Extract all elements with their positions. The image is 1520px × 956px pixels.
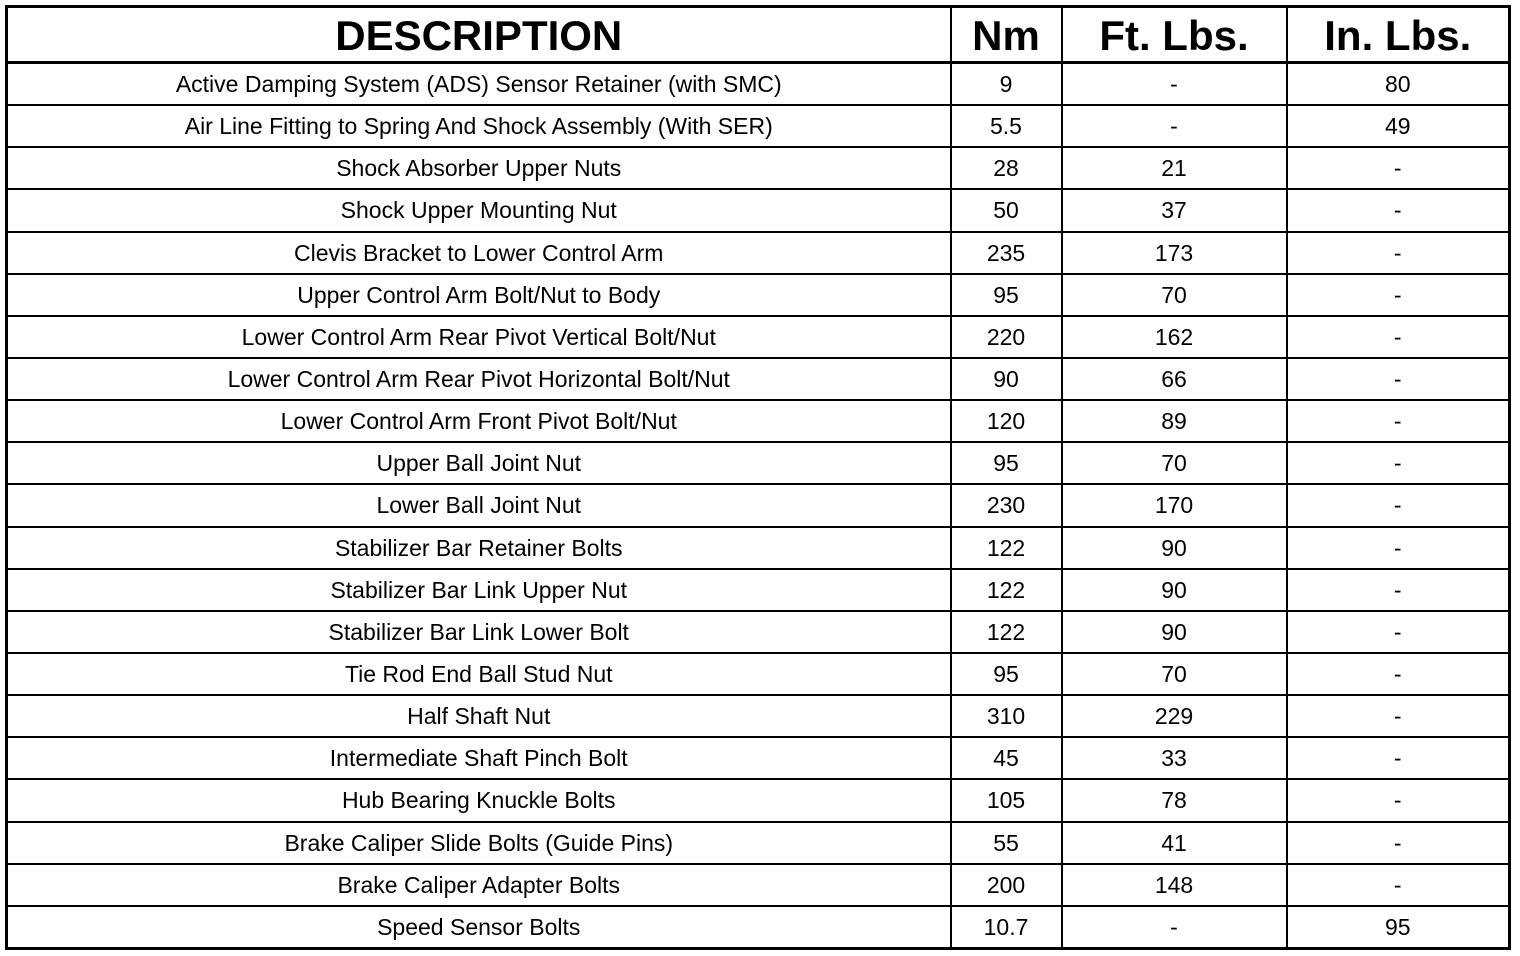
cell-nm: 95 [951, 442, 1062, 484]
cell-nm: 45 [951, 737, 1062, 779]
table-row [7, 189, 1510, 231]
cell-nm: 122 [951, 527, 1062, 569]
cell-in-lbs: - [1287, 569, 1510, 611]
cell-in-lbs: 49 [1287, 105, 1510, 147]
cell-ft-lbs: 90 [1062, 527, 1287, 569]
cell-description: Intermediate Shaft Pinch Bolt [7, 737, 951, 779]
cell-in-lbs: - [1287, 695, 1510, 737]
cell-ft-lbs: 90 [1062, 611, 1287, 653]
table-body [7, 63, 1510, 949]
header-description: DESCRIPTION [7, 7, 951, 63]
table-row [7, 147, 1510, 189]
cell-description: Stabilizer Bar Link Lower Bolt [7, 611, 951, 653]
cell-in-lbs: - [1287, 316, 1510, 358]
cell-ft-lbs: 70 [1062, 274, 1287, 316]
table-row [7, 484, 1510, 526]
cell-description: Clevis Bracket to Lower Control Arm [7, 232, 951, 274]
table-row [7, 737, 1510, 779]
cell-ft-lbs: 37 [1062, 189, 1287, 231]
cell-nm: 9 [951, 63, 1062, 106]
cell-in-lbs: - [1287, 232, 1510, 274]
cell-ft-lbs: 162 [1062, 316, 1287, 358]
cell-in-lbs: - [1287, 822, 1510, 864]
cell-description: Lower Control Arm Rear Pivot Horizontal Bolt/Nut [7, 358, 951, 400]
header-row [7, 7, 1510, 63]
table-row [7, 274, 1510, 316]
cell-ft-lbs: - [1062, 105, 1287, 147]
table-row [7, 695, 1510, 737]
cell-description: Stabilizer Bar Link Upper Nut [7, 569, 951, 611]
cell-nm: 200 [951, 864, 1062, 906]
cell-ft-lbs: 90 [1062, 569, 1287, 611]
cell-nm: 220 [951, 316, 1062, 358]
cell-in-lbs: 95 [1287, 906, 1510, 949]
header-nm: Nm [951, 7, 1062, 63]
cell-ft-lbs: 70 [1062, 442, 1287, 484]
cell-description: Upper Ball Joint Nut [7, 442, 951, 484]
table-row [7, 105, 1510, 147]
table-row [7, 63, 1510, 106]
cell-nm: 105 [951, 779, 1062, 821]
cell-ft-lbs: 78 [1062, 779, 1287, 821]
header-in-lbs: In. Lbs. [1287, 7, 1510, 63]
cell-in-lbs: - [1287, 737, 1510, 779]
cell-description: Brake Caliper Adapter Bolts [7, 864, 951, 906]
cell-ft-lbs: 173 [1062, 232, 1287, 274]
cell-description: Stabilizer Bar Retainer Bolts [7, 527, 951, 569]
cell-ft-lbs: 41 [1062, 822, 1287, 864]
cell-in-lbs: - [1287, 527, 1510, 569]
table-row [7, 442, 1510, 484]
cell-in-lbs: - [1287, 189, 1510, 231]
cell-nm: 55 [951, 822, 1062, 864]
cell-nm: 50 [951, 189, 1062, 231]
cell-nm: 10.7 [951, 906, 1062, 949]
cell-in-lbs: - [1287, 779, 1510, 821]
cell-ft-lbs: 33 [1062, 737, 1287, 779]
cell-description: Shock Absorber Upper Nuts [7, 147, 951, 189]
cell-in-lbs: - [1287, 358, 1510, 400]
cell-nm: 235 [951, 232, 1062, 274]
cell-in-lbs: - [1287, 442, 1510, 484]
cell-ft-lbs: 66 [1062, 358, 1287, 400]
cell-ft-lbs: 170 [1062, 484, 1287, 526]
cell-nm: 120 [951, 400, 1062, 442]
cell-description: Speed Sensor Bolts [7, 906, 951, 949]
cell-description: Lower Ball Joint Nut [7, 484, 951, 526]
cell-description: Active Damping System (ADS) Sensor Retainer (with SMC) [7, 63, 951, 106]
table-row [7, 232, 1510, 274]
cell-description: Shock Upper Mounting Nut [7, 189, 951, 231]
cell-nm: 230 [951, 484, 1062, 526]
cell-nm: 95 [951, 274, 1062, 316]
cell-in-lbs: - [1287, 147, 1510, 189]
cell-ft-lbs: 70 [1062, 653, 1287, 695]
cell-ft-lbs: 148 [1062, 864, 1287, 906]
cell-ft-lbs: - [1062, 906, 1287, 949]
cell-description: Lower Control Arm Rear Pivot Vertical Bolt/Nut [7, 316, 951, 358]
cell-nm: 5.5 [951, 105, 1062, 147]
cell-ft-lbs: - [1062, 63, 1287, 106]
header-ft-lbs: Ft. Lbs. [1062, 7, 1287, 63]
cell-nm: 95 [951, 653, 1062, 695]
table-row [7, 316, 1510, 358]
cell-nm: 122 [951, 611, 1062, 653]
table-row [7, 653, 1510, 695]
cell-description: Hub Bearing Knuckle Bolts [7, 779, 951, 821]
table-row [7, 779, 1510, 821]
cell-ft-lbs: 229 [1062, 695, 1287, 737]
cell-nm: 122 [951, 569, 1062, 611]
cell-ft-lbs: 89 [1062, 400, 1287, 442]
table-row [7, 358, 1510, 400]
cell-description: Upper Control Arm Bolt/Nut to Body [7, 274, 951, 316]
cell-description: Lower Control Arm Front Pivot Bolt/Nut [7, 400, 951, 442]
table-row [7, 400, 1510, 442]
cell-nm: 28 [951, 147, 1062, 189]
cell-nm: 90 [951, 358, 1062, 400]
table-header [7, 7, 1510, 63]
torque-spec-table [5, 5, 1511, 950]
cell-in-lbs: - [1287, 611, 1510, 653]
cell-in-lbs: - [1287, 864, 1510, 906]
cell-description: Half Shaft Nut [7, 695, 951, 737]
table-row [7, 527, 1510, 569]
cell-in-lbs: - [1287, 400, 1510, 442]
table-row [7, 611, 1510, 653]
cell-in-lbs: - [1287, 274, 1510, 316]
cell-nm: 310 [951, 695, 1062, 737]
cell-description: Brake Caliper Slide Bolts (Guide Pins) [7, 822, 951, 864]
cell-in-lbs: - [1287, 484, 1510, 526]
cell-ft-lbs: 21 [1062, 147, 1287, 189]
table-row [7, 864, 1510, 906]
table-row [7, 569, 1510, 611]
cell-in-lbs: 80 [1287, 63, 1510, 106]
table-row [7, 822, 1510, 864]
cell-in-lbs: - [1287, 653, 1510, 695]
cell-description: Tie Rod End Ball Stud Nut [7, 653, 951, 695]
cell-description: Air Line Fitting to Spring And Shock Assembly (With SER) [7, 105, 951, 147]
table-row [7, 906, 1510, 949]
